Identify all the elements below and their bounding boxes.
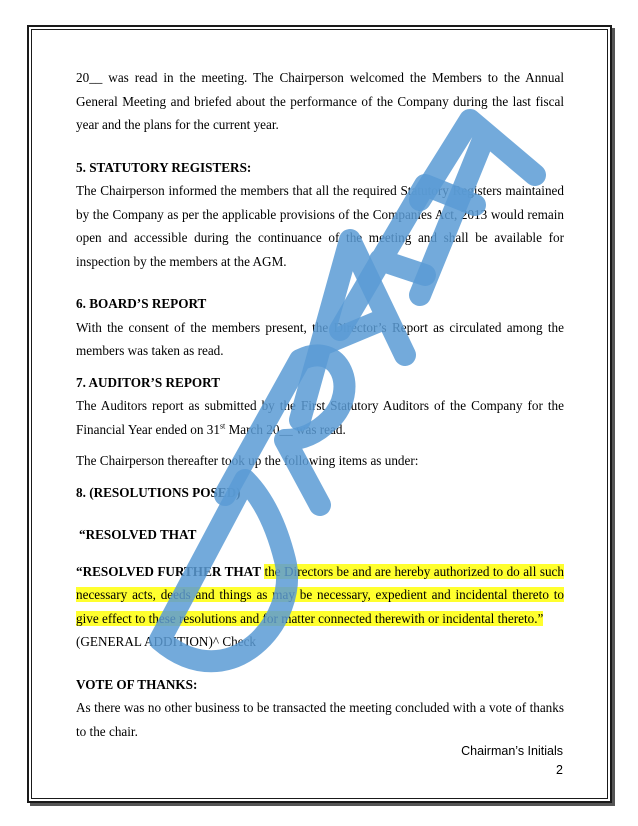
page-border-shadow <box>30 803 615 806</box>
section-7-body: The Auditors report as submitted by the First Statutory Auditors of the Company for the Financial Year ended on 31st March 20__ was read. <box>76 398 564 437</box>
section-5-heading: 5. STATUTORY REGISTERS: <box>76 159 252 175</box>
page-number: 2 <box>556 763 563 777</box>
page-border-shadow <box>612 28 615 806</box>
vote-of-thanks-body: As there was no other business to be transacted the meeting concluded with a vote of thanks to the chair. <box>76 700 564 739</box>
chairman-initials-label: Chairman’s Initials <box>461 744 563 758</box>
general-addition: (GENERAL ADDITION)^ Check <box>76 634 257 649</box>
section-8-heading: 8. (RESOLUTIONS POSED) <box>76 484 241 500</box>
highlighted-resolution-text: the Directors be and are hereby authorized to do all such necessary acts, deeds and things as may be necessary, expedient and incidental thereto to give effect to these resolutions and for matter connected therewith or incidental thereto.” <box>76 563 564 626</box>
resolved-further-paragraph: “RESOLVED FURTHER THAT the Directors be and are hereby authorized to do all such necessary acts, deeds and things as may be necessary, expedient and incidental thereto to give effect to these resolutions and for matter connected therewith or incidental thereto.” <box>76 563 564 626</box>
section-7-heading: 7. AUDITOR’S REPORT <box>76 374 221 390</box>
resolved-that: “RESOLVED THAT <box>79 527 197 542</box>
vote-of-thanks-heading: VOTE OF THANKS: <box>76 676 198 692</box>
page-footer <box>461 742 563 780</box>
section-6-body: With the consent of the members present, the Director’s Report as circulated among the members was taken as read. <box>76 319 564 358</box>
items-intro: The Chairperson thereafter took up the following items as under: <box>76 453 419 468</box>
section-5-body: The Chairperson informed the members that all the required Statutory Registers maintained by the Company as per the applicable provisions of the Companies Act, 2013 would remain open and accessible during the continuance of the meeting and shall be available for inspection by the members at the AGM. <box>76 183 564 269</box>
section-6-heading: 6. BOARD’S REPORT <box>76 296 207 311</box>
document-body <box>76 66 564 743</box>
intro-paragraph: 20__ was read in the meeting. The Chairperson welcomed the Members to the Annual General Meeting and briefed about the performance of the Company during the last fiscal year and the plans for the current year. <box>76 70 564 132</box>
